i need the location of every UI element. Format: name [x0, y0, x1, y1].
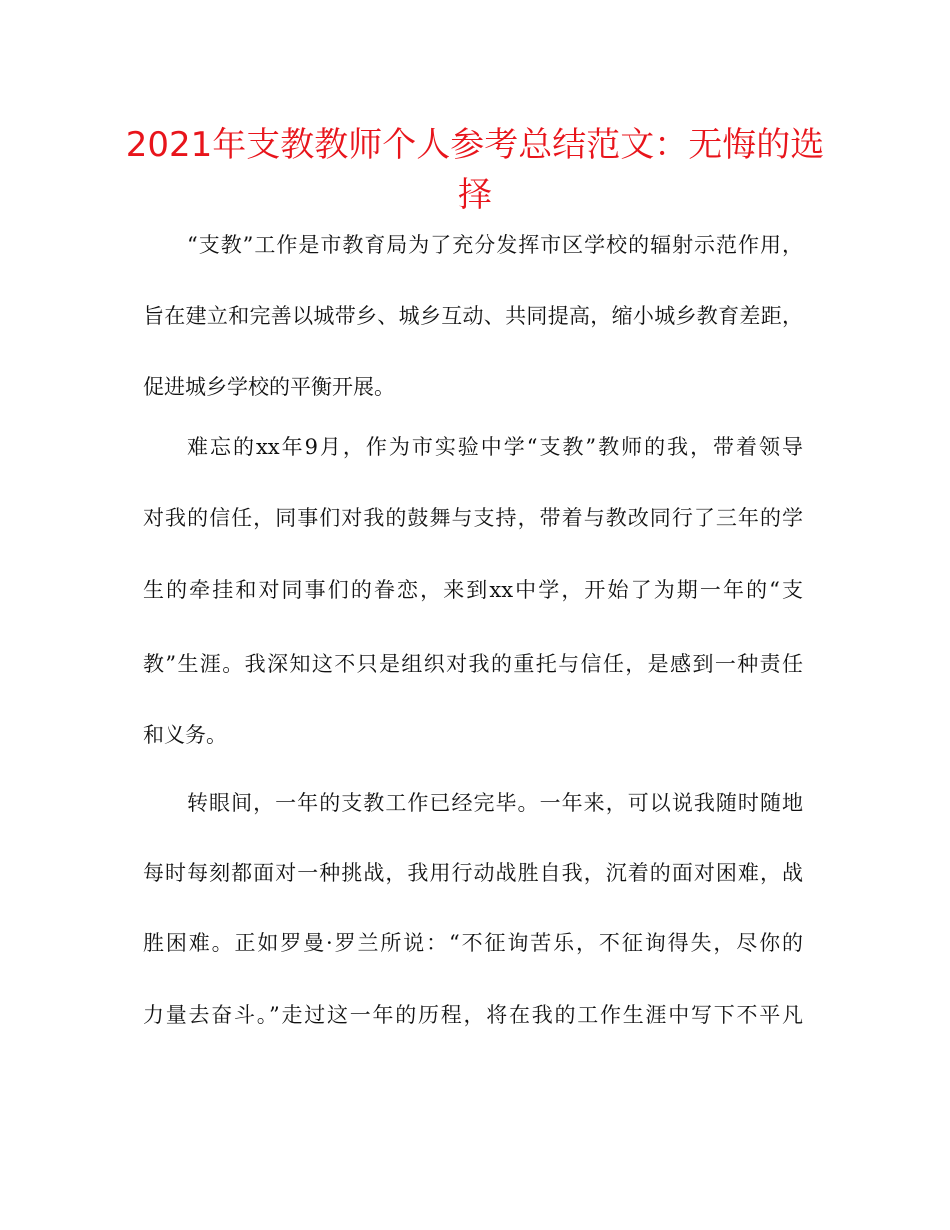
paragraph-line: 对我的信任，同事们对我的鼓舞与支持，带着与教改同行了三年的学	[143, 506, 803, 530]
paragraph-line: 和义务。	[143, 723, 227, 747]
paragraph-line: 转眼间，一年的支教工作已经完毕。一年来，可以说我随时随地	[187, 791, 803, 815]
paragraph-line: 旨在建立和完善以城带乡、城乡互动、共同提高，缩小城乡教育差距，	[143, 304, 803, 328]
paragraph-line: 力量去奋斗。”走过这一年的历程，将在我的工作生涯中写下不平凡	[143, 1003, 803, 1027]
paragraph-line: 促进城乡学校的平衡开展。	[143, 375, 395, 399]
paragraph-line: “支教”工作是市教育局为了充分发挥市区学校的辐射示范作用，	[187, 233, 803, 257]
paragraph-line: 每时每刻都面对一种挑战，我用行动战胜自我，沉着的面对困难，战	[143, 861, 803, 885]
paragraph-line: 生的牵挂和对同事们的眷恋，来到xx中学，开始了为期一年的“支	[143, 578, 803, 602]
document-title: 2021年支教教师个人参考总结范文：无悔的选择	[125, 125, 825, 215]
paragraph-line: 难忘的xx年9月，作为市实验中学“支教”教师的我，带着领导	[187, 435, 803, 459]
paragraph-line: 教”生涯。我深知这不只是组织对我的重托与信任，是感到一种责任	[143, 652, 803, 676]
paragraph-line: 胜困难。正如罗曼·罗兰所说：“不征询苦乐，不征询得失，尽你的	[143, 931, 803, 955]
